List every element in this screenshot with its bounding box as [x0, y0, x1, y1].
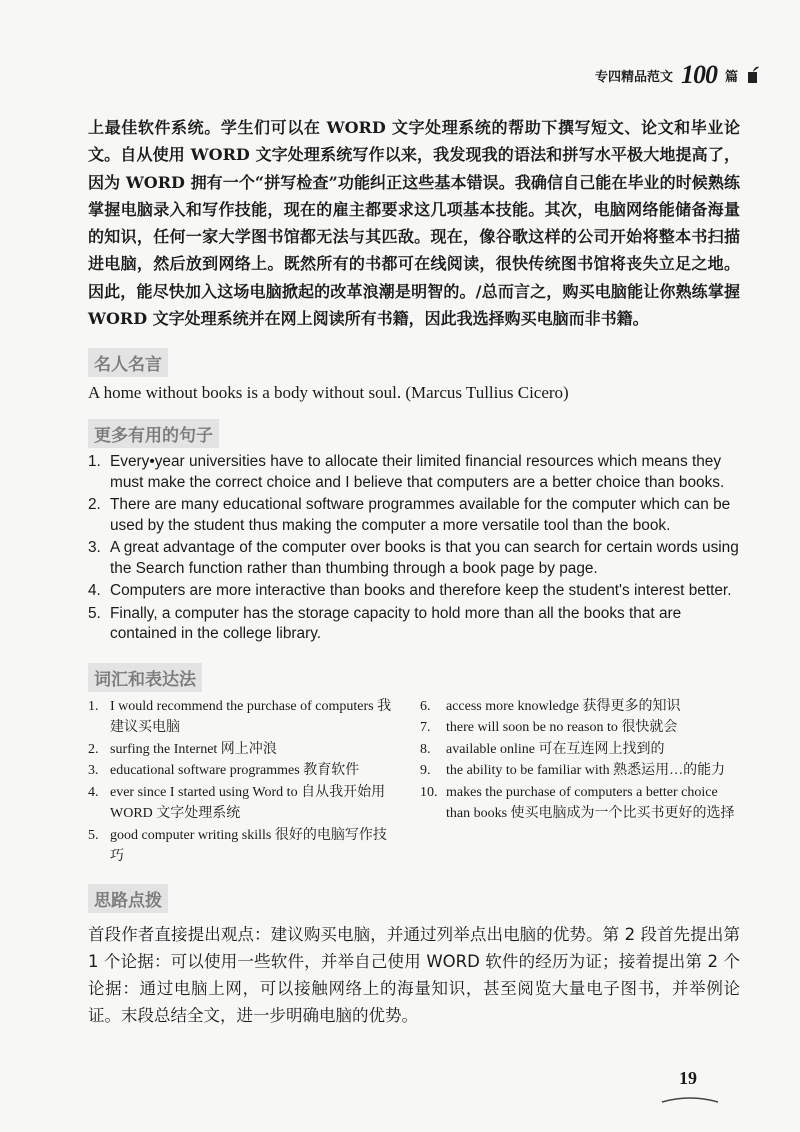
section-heading-quote: 名人名言 [88, 348, 168, 377]
list-item [88, 696, 394, 739]
vocabulary-left-column [88, 696, 394, 868]
item-number: 3. [88, 539, 101, 557]
list-item [420, 782, 740, 825]
item-text: surfing the Internet 网上冲浪 [110, 741, 277, 757]
leaf-icon [746, 66, 760, 84]
header-suffix: 篇 [724, 69, 738, 85]
item-number: 4. [88, 784, 99, 800]
item-text: There are many educational software programmes available for the computer which can be used by the student thus making the computer a more versatile tool than the book. [110, 496, 731, 534]
section-heading-vocabulary: 词汇和表达法 [88, 663, 202, 692]
header-series-title: 专四精品范文 [594, 69, 673, 85]
section-heading-useful-sentences: 更多有用的句子 [88, 419, 219, 448]
item-text: ever since I started using Word to 自从我开始用 WORD 文字处理系统 [110, 784, 386, 822]
page-number: 19 [679, 1068, 697, 1088]
item-text: makes the purchase of computers a better choice than books 使买电脑成为一个比买书更好的选择 [446, 784, 735, 822]
item-text: A great advantage of the computer over books is that you can search for certain words using the Search function rather than thumbing through a book page by page. [110, 539, 739, 577]
item-text: available online 可在互连网上找到的 [446, 741, 665, 757]
section-heading-analysis: 思路点拨 [88, 884, 168, 913]
item-number: 10. [420, 784, 438, 800]
useful-sentences-list [88, 452, 740, 645]
item-text: educational software programmes 教育软件 [110, 763, 360, 779]
essay-continuation: 上最佳软件系统。学生们可以在 WORD 文字处理系统的帮助下撰写短文、论文和毕业论文。自从使用 WORD 文字处理系统写作以来，我发现我的语法和拼写水平极大地提高了，因为 WORD 拥有一个“拼写检查”功能纠正这些基本错误。我确信自己能在毕业的时候熟练掌握电脑录入和写作技能，现在的雇主都要求这几项基本技能。其次，电脑网络能储备海量的知识，任何一家大学图书馆都无法与其匹敌。现在，像谷歌这样的公司开始将整本书扫描进电脑，然后放到网络上。既然所有的书都可在线阅读，很快传统图书馆将丧失立足之地。因此，能尽快加入这场电脑掀起的改革浪潮是明智的。/总而言之，购买电脑能让你熟练掌握 WORD 文字处理系统并在网上阅读所有书籍，因此我选择购买电脑而非书籍。 [88, 118, 740, 329]
list-item [88, 760, 394, 782]
item-text: Computers are more interactive than books and therefore keep the student's interest better. [110, 582, 732, 600]
vocabulary-right-column [420, 696, 740, 868]
list-item [88, 604, 740, 645]
item-number: 4. [88, 582, 101, 600]
item-text: there will soon be no reason to 很快就会 [446, 720, 678, 736]
item-number: 2. [88, 496, 101, 514]
list-item [88, 581, 740, 602]
page-content [88, 114, 740, 1029]
list-item [88, 495, 740, 536]
item-number: 3. [88, 763, 99, 779]
item-text: the ability to be familiar with 熟悉运用…的能力 [446, 763, 726, 779]
list-item [420, 760, 740, 782]
page-number-swoosh [660, 1094, 720, 1104]
item-text: good computer writing skills 很好的电脑写作技巧 [110, 827, 387, 865]
item-number: 1. [88, 698, 99, 714]
famous-quote: A home without books is a body without soul. (Marcus Tullius Cicero) [88, 383, 569, 403]
list-item [88, 452, 740, 493]
list-item [420, 739, 740, 761]
item-number: 8. [420, 741, 431, 757]
list-item [88, 782, 394, 825]
item-number: 2. [88, 741, 99, 757]
running-header [595, 60, 760, 90]
item-number: 9. [420, 763, 431, 779]
list-item [88, 538, 740, 579]
list-item [88, 825, 394, 868]
list-item [420, 717, 740, 739]
item-number: 7. [420, 720, 431, 736]
analysis-paragraph: 首段作者直接提出观点：建议购买电脑，并通过列举点出电脑的优势。第 2 段首先提出第 1 个论据：可以使用一些软件，并举自己使用 WORD 软件的经历为证；接着提出第 2 个论据：通过电脑上网，可以接触网络上的海量知识，甚至阅览大量电子图书，并举例论证。末段总结全文，进一步明确电脑的优势。 [88, 924, 740, 1025]
header-number: 100 [680, 60, 717, 89]
vocabulary-columns [88, 696, 740, 868]
item-number: 1. [88, 453, 101, 471]
list-item [420, 696, 740, 718]
item-number: 5. [88, 604, 101, 622]
list-item [88, 739, 394, 761]
item-text: access more knowledge 获得更多的知识 [446, 698, 681, 714]
item-text: Every•year universities have to allocate their limited financial resources which means they must make the correct choice and I believe that computers are a better choice than books. [110, 453, 725, 491]
item-number: 6. [420, 698, 431, 714]
item-text: Finally, a computer has the storage capacity to hold more than all the books that are contained in the college library. [110, 604, 682, 643]
item-text: I would recommend the purchase of computers 我建议买电脑 [110, 698, 392, 736]
item-number: 5. [88, 827, 99, 843]
